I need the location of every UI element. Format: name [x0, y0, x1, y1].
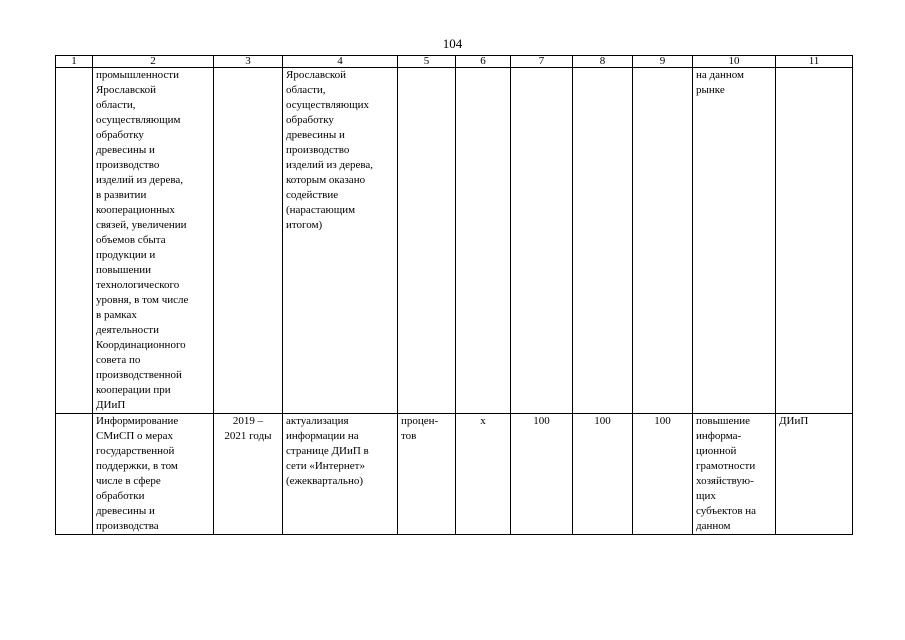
indicator-cell: Ярославской области, осуществляющих обработку древесины и производство изделий из дерева, которым оказано содействие (нарастающим итогом) [283, 68, 398, 414]
value-cell: 100 [573, 414, 633, 535]
column-number-row [56, 56, 853, 68]
indicator-cell: актуализация информации на странице ДИиП в сети «Интернет» (ежеквартально) [283, 414, 398, 535]
result-cell: на данном рынке [693, 68, 776, 414]
table-row [56, 68, 853, 414]
value-cell: 100 [511, 414, 573, 535]
responsible-cell [776, 68, 853, 414]
table-row [56, 414, 853, 535]
value-cell: 100 [633, 414, 693, 535]
responsible-cell: ДИиП [776, 414, 853, 535]
measure-description-cell: промышленности Ярославской области, осуществляющим обработку древесины и производство изделий из дерева, в развитии кооперационных связей, увеличении объемов сбыта продукции и повышении технологического уровня, в том числе в рамках деятельности Координационного совета по производственной кооперации при ДИиП [93, 68, 214, 414]
period-cell [214, 68, 283, 414]
unit-cell: процен- тов [398, 414, 456, 535]
column-number: 6 [456, 56, 511, 68]
page-number: 104 [442, 36, 463, 51]
result-cell: повышение информа- ционной грамотности хозяйствую- щих субъектов на данном [693, 414, 776, 535]
column-number: 1 [56, 56, 93, 68]
column-number: 11 [776, 56, 853, 68]
column-number: 10 [693, 56, 776, 68]
column-number: 8 [573, 56, 633, 68]
unit-cell [398, 68, 456, 414]
value-cell [573, 68, 633, 414]
column-number: 5 [398, 56, 456, 68]
column-number: 9 [633, 56, 693, 68]
column-number: 2 [93, 56, 214, 68]
value-cell [456, 68, 511, 414]
value-cell [511, 68, 573, 414]
column-number: 4 [283, 56, 398, 68]
period-cell: 2019 – 2021 годы [214, 414, 283, 535]
column-number: 3 [214, 56, 283, 68]
column-number: 7 [511, 56, 573, 68]
measures-table [55, 55, 853, 535]
value-cell: х [456, 414, 511, 535]
measure-description-cell: Информирование СМиСП о мерах государственной поддержки, в том числе в сфере обработки древесины и производства [93, 414, 214, 535]
value-cell [633, 68, 693, 414]
table-cell [56, 68, 93, 414]
table-cell [56, 414, 93, 535]
